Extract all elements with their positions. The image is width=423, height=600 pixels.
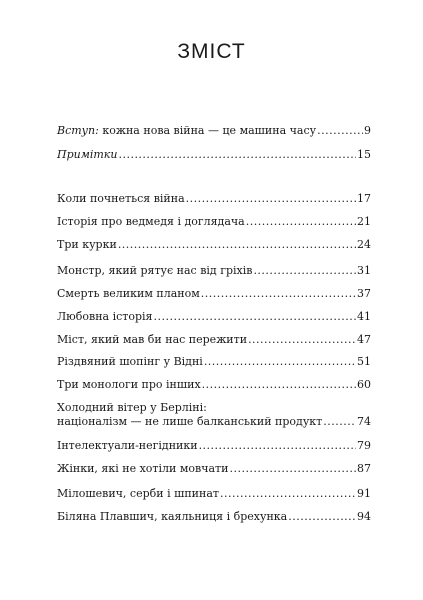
- toc-entry-label: Історія про ведмедя і доглядача: [57, 215, 245, 228]
- leader-dots: [323, 415, 356, 429]
- toc-page-number: 9: [364, 124, 371, 137]
- toc-page-number: 51: [357, 355, 371, 368]
- toc-entry-label: Інтелектуали-негідники: [57, 439, 198, 452]
- toc-entry: [57, 287, 371, 301]
- toc-entry: [57, 333, 371, 347]
- toc-entry: [57, 215, 371, 229]
- toc-entry-label: Жінки, які не хотіли мовчати: [57, 462, 229, 475]
- toc-entry: [57, 355, 371, 369]
- toc-entry-label: Примітки: [57, 148, 118, 161]
- toc-entry: [57, 378, 371, 392]
- leader-dots: [118, 238, 356, 252]
- toc-entry-label: Монстр, який рятує нас від гріхів: [57, 264, 253, 277]
- toc-entry-label-continued: націоналізм — не лише балканський продукт: [57, 415, 323, 428]
- toc-entry-notes: [57, 148, 371, 162]
- toc-entry-label: Різдвяний шопінг у Відні: [57, 355, 203, 368]
- toc-page-number: 87: [357, 462, 371, 475]
- toc-entry: [57, 310, 371, 324]
- toc-page-number: 17: [357, 192, 371, 205]
- toc-page-number: 21: [357, 215, 371, 228]
- toc-page-number: 37: [357, 287, 371, 300]
- leader-dots: [229, 462, 356, 476]
- leader-dots: [317, 124, 363, 138]
- toc-entry: [57, 192, 371, 206]
- leader-dots: [201, 287, 356, 301]
- toc-page-number: 24: [357, 238, 371, 251]
- toc-entry-label: Коли почнеться війна: [57, 192, 185, 205]
- toc-page-number: 94: [357, 510, 371, 523]
- toc-entry-label: Біляна Плавшич, каяльниця і брехунка: [57, 510, 288, 523]
- leader-dots: [202, 378, 356, 392]
- toc-page-number: 41: [357, 310, 371, 323]
- toc-entry: [57, 462, 371, 476]
- toc-entry-intro: [57, 124, 371, 138]
- leader-dots: [199, 439, 356, 453]
- leader-dots: [153, 310, 356, 324]
- toc-entry-label: Міст, який мав би нас пережити: [57, 333, 248, 346]
- toc-entry-label: Любовна історія: [57, 310, 153, 323]
- toc-entry-label: Вступ: кожна нова війна — це машина часу: [57, 124, 317, 137]
- leader-dots: [253, 264, 356, 278]
- leader-dots: [288, 510, 356, 524]
- toc-page-number: 15: [357, 148, 371, 161]
- toc-page-number: 47: [357, 333, 371, 346]
- toc-entry: [57, 264, 371, 278]
- leader-dots: [204, 355, 356, 369]
- leader-dots: [186, 192, 356, 206]
- toc-page-number: 60: [357, 378, 371, 391]
- toc-page-number: 74: [357, 415, 371, 428]
- toc-entry-label: Три курки: [57, 238, 117, 251]
- toc-entry-label: Холодний вітер у Берліні:: [57, 401, 207, 414]
- toc-entry: [57, 510, 371, 524]
- leader-dots: [248, 333, 356, 347]
- toc-entry: [57, 439, 371, 453]
- leader-dots: [118, 148, 356, 162]
- toc-page-number: 79: [357, 439, 371, 452]
- toc-entry: [57, 401, 371, 429]
- toc-entry-label: Мілошевич, серби і шпинат: [57, 487, 219, 500]
- toc-page-number: 91: [357, 487, 371, 500]
- toc-page-number: 31: [357, 264, 371, 277]
- leader-dots: [246, 215, 356, 229]
- toc-entry-label: Три монологи про інших: [57, 378, 201, 391]
- leader-dots: [220, 487, 356, 501]
- toc-entry-label: Смерть великим планом: [57, 287, 200, 300]
- toc-entry: [57, 487, 371, 501]
- page-title: ЗМІСТ: [177, 40, 246, 63]
- toc-entry: [57, 238, 371, 252]
